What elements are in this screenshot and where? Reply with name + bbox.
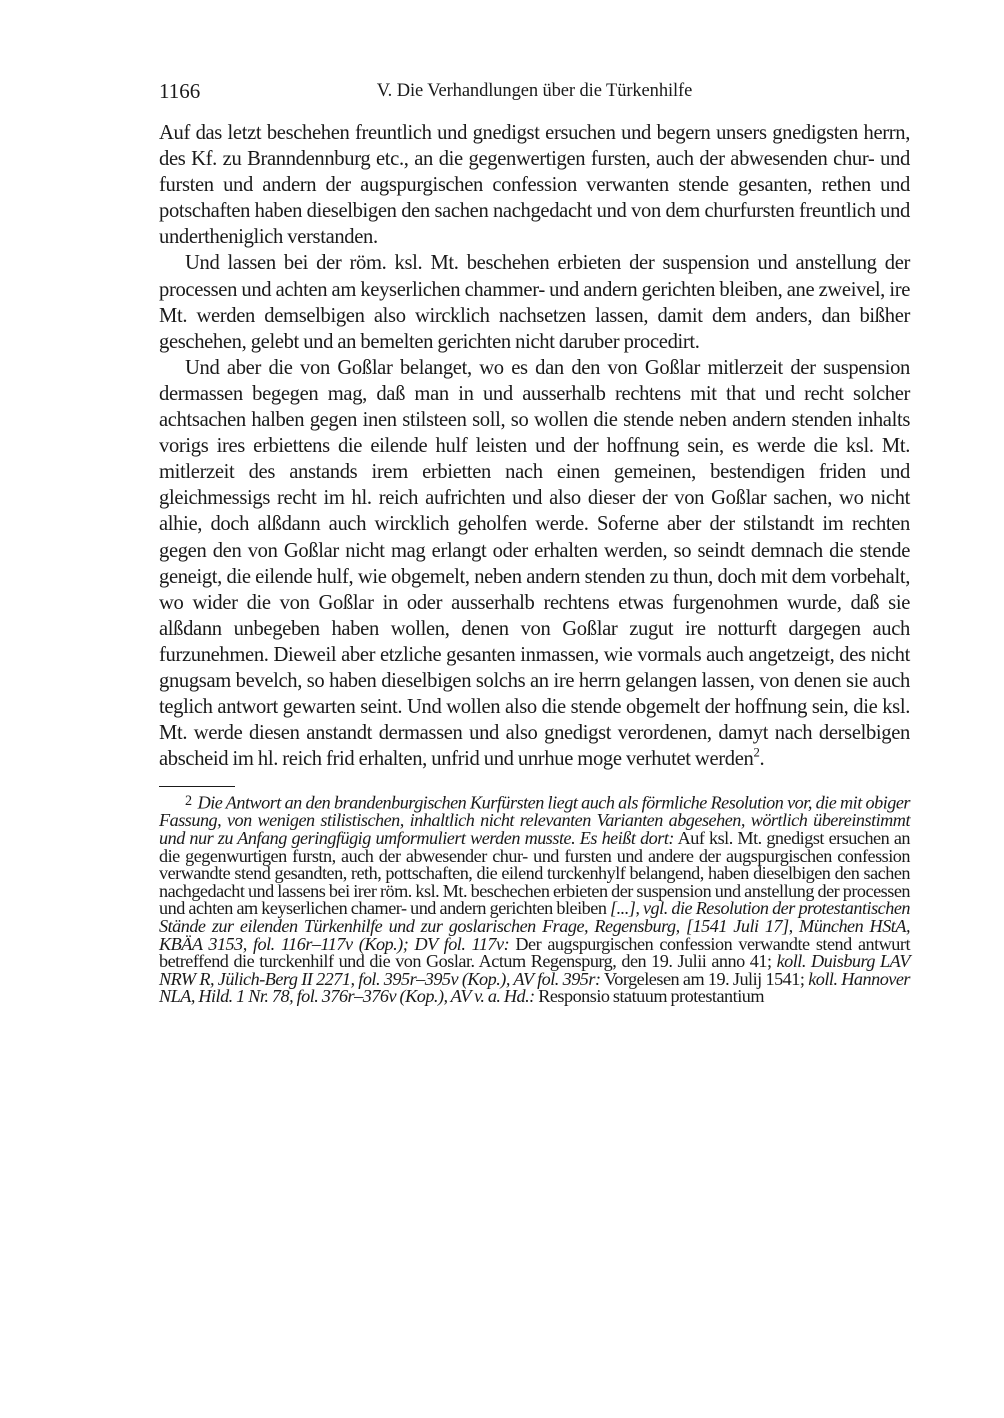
page-number: 1166 xyxy=(159,79,201,103)
footnote-number: 2 xyxy=(185,793,192,810)
section-title: V. Die Verhandlungen über die Türkenhilfe xyxy=(376,81,693,101)
paragraph-3: Und aber die von Goßlar belanget, wo es dan den von Goßlar mitlerzeit der suspension dermassen begegen mag, daß man in und ausserhalb rechtens mit that und recht solcher achtsachen halben gegen inen stilsteen soll, so wollen die stende neben andern stenden inhalts vorigs ires erbiettens die eilende hulf leisten und der hoffnung sein, es werde die ksl. Mt. mitlerzeit des anstands irem erbietten nach einen gemeinen, bestendigen friden und gleichmessigs recht im hl. reich aufrichten und also dieser der von Goßlar sachen, wo nicht alhie, doch alßdann auch wircklich geholfen werde. Soferne aber der stilstandt im rechten gegen den von Goßlar nicht mag erlangt oder erhalten werden, so seindt demnach die stende geneigt, die eilende hulf, wie obgemelt, neben andern stenden zu thun, doch mit dem vorbehalt, wo wider die von Goßlar in oder ausserhalb rechtens etwas furgenohmen wurde, daß sie alßdann unbegeben haben wollen, denen von Goßlar zugut ire notturft dargegen auch furzunehmen. Dieweil aber etzliche gesanten inmassen, wie vormals auch angetzeigt, des nicht gnugsam bevelch, so haben dieselbigen solchs an ire herrn gelangen lassen, von denen sie auch teglich antwort gewarten seint. Und wollen also die stende obgemelt der hoffnung sein, die ksl. Mt. werde diesen anstandt dermassen und also gnedigst verordenen, damyt nach derselbigen abscheid im hl. reich frid erhalten, unfrid und unrhue moge verhutet werden$^2$. xyxy=(159,356,910,771)
footnote-segment: Auf ksl. Mt. gnedigst ersuchen an die gegenwurtigen furstn, auch der abwesender chur- und fursten und andere der augspurgischen confession verwandte stend gesandten, reth, pottschaften, die eilend turckenhylf belangend, haben dieselbigen den sachen nachgedacht und lassens bei irer röm. ksl. Mt. beschechen erbieten der suspension und anstellung der processen und achten am keyserlichen chamer- und andern gerichten bleiben xyxy=(159,828,911,919)
paragraph-2: Und lassen bei der röm. ksl. Mt. beschehen erbieten der suspension und anstellung der processen und achten am keyserlichen chammer- und andern gerichten bleiben, ane zweivel, ire Mt. werden demselbigen also wircklich nachsetzen lassen, damit dem anders, dan bißher geschehen, gelebt und an bemelten gerichten nicht daruber procedirt. xyxy=(159,252,910,353)
footnote-segment: Responsio statuum protestantium xyxy=(534,986,764,1007)
paragraph-1: Auf das letzt beschehen freuntlich und gnedigst ersuchen und begern unsers gnedigsten herrn, des Kf. zu Branndennburg etc., an die gegenwertigen fursten, auch der abwesenden chur- und fursten und andern der augspurgischen confession verwanten stende gesanten, rethen und potschaften haben dieselbigen den sachen nachgedacht und von dem churfursten freuntlich und undertheniglich verstanden. xyxy=(159,122,910,249)
footnote-2 xyxy=(159,793,910,1006)
running-head xyxy=(159,76,910,106)
footnote-segment: Der augspurgischen confession verwandte stend antwurt betreffend die turckenhilf und die von Goslar. Actum Regenspurg, den 19. Julii anno 41; xyxy=(159,933,911,972)
footnote-segment: koll. Duisburg LAV NRW R, Jülich-Berg II 2271, fol. 395r–395v (Kop.), AV fol. 395r: xyxy=(159,951,910,989)
footnote-segment: Vorgelesen am 19. Julij 1541; xyxy=(600,968,809,989)
main-text xyxy=(159,120,910,772)
footnote-separator xyxy=(159,786,235,787)
footnote-reference[interactable]: 2 xyxy=(753,745,760,760)
footnote-segment: koll. Hannover NLA, Hild. 1 Nr. 78, fol. 376r–376v (Kop.), AV v. a. Hd.: xyxy=(159,968,911,1007)
document-page xyxy=(159,76,910,1006)
footnote-segment: Die Antwort an den brandenburgischen Kurfürsten liegt auch als förmliche Resolution vor, die mit obiger Fassung, von wenigen stilistischen, inhaltlich nicht relevanten Varianten abgesehen, wörtlich übereinstimmt und nur zu Anfang geringfügig umformuliert werden musste. Es heißt dort: xyxy=(159,792,910,849)
footnote-segment: [...], vgl. die Resolution der protestantischen Stände zur eilenden Türkenhilfe und zur goslarischen Frage, Regensburg, [1541 Juli 17], München HStA, KBÄA 3153, fol. 116r–117v (Kop.); DV fol. 117v: xyxy=(159,898,910,954)
